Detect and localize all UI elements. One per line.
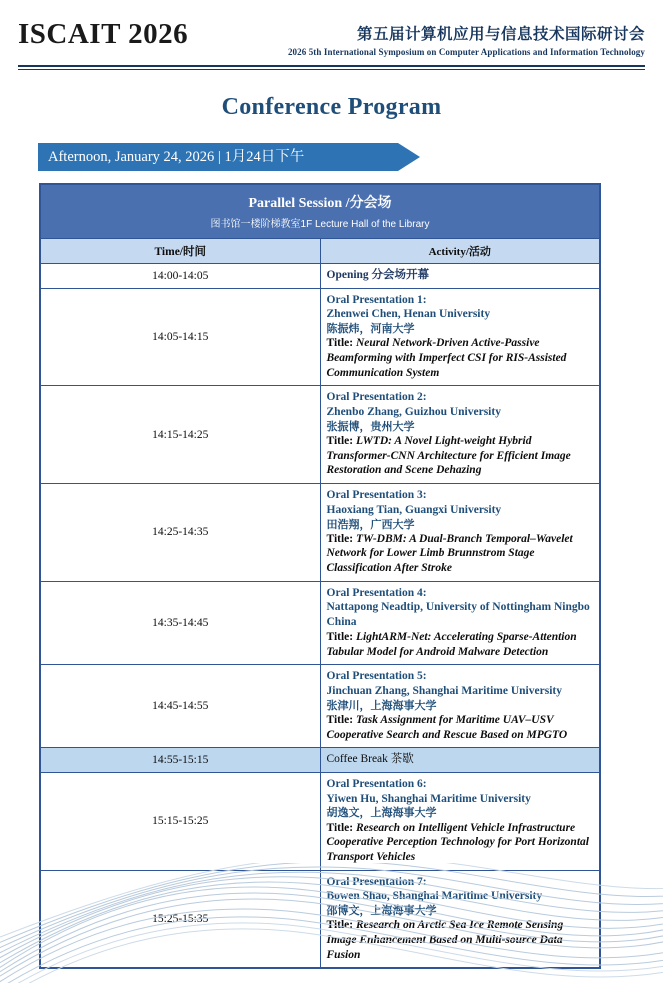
presentation-label: Oral Presentation 3: bbox=[326, 489, 427, 502]
presentation-title: TW-DBM: A Dual-Branch Temporal–Wavelet Network for Lower Limb Brunnstrom Stage Classification After Stroke bbox=[326, 532, 573, 575]
table-row bbox=[41, 386, 600, 484]
presentation-author: Haoxiang Tian, Guangxi University bbox=[326, 503, 502, 516]
presentation-title: Research on Arctic Sea Ice Remote Sensing Image Enhancement Based on Multi-source Data Fusion bbox=[326, 919, 564, 961]
presentation-title-label: Title: bbox=[326, 919, 356, 932]
presentation-title: Task Assignment for Maritime UAV–USV Cooperative Search and Rescue Based on MPGTO bbox=[326, 713, 568, 741]
presentation-author: Zhenwei Chen, Henan University bbox=[326, 308, 491, 321]
program-table-wrapper bbox=[39, 183, 601, 969]
presentation-title-line bbox=[327, 821, 594, 865]
table-row bbox=[41, 870, 600, 968]
column-header-activity: Activity/活动 bbox=[320, 239, 600, 264]
presentation-author: Bowen Shao, Shanghai Maritime University bbox=[326, 890, 543, 903]
table-row bbox=[41, 665, 600, 748]
row-time: 14:15-14:25 bbox=[41, 386, 321, 484]
row-time: 14:25-14:35 bbox=[41, 484, 321, 582]
conference-title-cn: 第五届计算机应用与信息技术国际研讨会 bbox=[356, 26, 645, 43]
page-header bbox=[0, 0, 663, 57]
logo-title: ISCAIT 2026 bbox=[18, 18, 189, 50]
presentation-title: LightARM-Net: Accelerating Sparse-Attention Tabular Model for Android Malware Detection bbox=[326, 630, 577, 658]
row-activity bbox=[320, 870, 600, 968]
ribbon-label: Afternoon, January 24, 2026 | 1月24日下午 bbox=[48, 149, 305, 165]
presentation-title-label: Title: bbox=[326, 713, 356, 726]
presentation-title-line bbox=[327, 630, 594, 659]
presentation-title-line bbox=[327, 918, 594, 962]
presentation-author-cn: 陈振炜，河南大学 bbox=[326, 323, 415, 336]
presentation-title-label: Title: bbox=[326, 630, 356, 643]
row-activity bbox=[320, 773, 600, 871]
session-title: Parallel Session /分会场 bbox=[248, 196, 392, 211]
presentation-author-cn: 张振博，贵州大学 bbox=[326, 420, 415, 433]
presentation-label: Oral Presentation 5: bbox=[326, 670, 427, 683]
conference-logo bbox=[18, 18, 188, 51]
presentation-title-line bbox=[327, 532, 594, 576]
row-activity: Coffee Break 茶歇 bbox=[320, 748, 600, 773]
presentation-label: Oral Presentation 1: bbox=[326, 293, 427, 306]
presentation-title-label: Title: bbox=[326, 337, 356, 350]
presentation-label: Oral Presentation 2: bbox=[326, 391, 427, 404]
page-title: Conference Program bbox=[221, 94, 442, 120]
row-time: 14:00-14:05 bbox=[41, 264, 321, 289]
presentation-title-line bbox=[327, 336, 594, 380]
presentation-label: Oral Presentation 6: bbox=[326, 778, 427, 790]
header-divider bbox=[18, 65, 645, 67]
conference-title-en: 2026 5th International Symposium on Computer Applications and Information Technology bbox=[287, 47, 645, 57]
row-time: 14:35-14:45 bbox=[41, 581, 321, 665]
presentation-author-cn: 张津川，上海海事大学 bbox=[326, 699, 437, 712]
presentation-title: Research on Intelligent Vehicle Infrastructure Cooperative Perception Technology for Port Horizontal Transport Vehicles bbox=[326, 821, 589, 863]
row-activity bbox=[320, 665, 600, 748]
table-row bbox=[41, 581, 600, 665]
row-time: 15:15-15:25 bbox=[41, 773, 321, 871]
presentation-title-label: Title: bbox=[326, 434, 356, 447]
presentation-title-label: Title: bbox=[326, 532, 356, 545]
presentation-title: LWTD: A Novel Light-weight Hybrid Transformer-CNN Architecture for Efficient Image Restoration and Scene Dehazing bbox=[326, 434, 571, 477]
presentation-author: Jinchuan Zhang, Shanghai Maritime University bbox=[326, 685, 562, 698]
row-activity bbox=[320, 581, 600, 665]
row-time: 14:45-14:55 bbox=[41, 665, 321, 748]
table-row bbox=[41, 773, 600, 871]
presentation-title-line bbox=[327, 434, 594, 478]
presentation-title-line bbox=[327, 713, 594, 742]
session-header-row bbox=[41, 185, 600, 239]
header-divider-thin bbox=[18, 69, 645, 70]
presentation-title-label: Title: bbox=[326, 821, 356, 834]
session-ribbon bbox=[38, 143, 438, 171]
presentation-title: Neural Network-Driven Active-Passive Beamforming with Imperfect CSI for RIS-Assisted Communication System bbox=[326, 337, 567, 379]
session-header-cell bbox=[41, 185, 600, 239]
row-time: 14:05-14:15 bbox=[41, 288, 321, 386]
row-activity bbox=[320, 484, 600, 582]
table-row bbox=[41, 264, 600, 289]
table-row bbox=[41, 288, 600, 386]
presentation-author: Yiwen Hu, Shanghai Maritime University bbox=[326, 792, 531, 805]
header-titles bbox=[288, 18, 645, 57]
session-venue: 图书馆一楼阶梯教室1F Lecture Hall of the Library bbox=[210, 219, 430, 230]
ribbon-arrow bbox=[398, 143, 420, 171]
row-activity bbox=[320, 386, 600, 484]
presentation-author-cn: 胡逸文，上海海事大学 bbox=[326, 807, 437, 820]
row-time: 14:55-15:15 bbox=[41, 748, 321, 773]
table-row bbox=[41, 484, 600, 582]
row-activity: Opening 分会场开幕 bbox=[320, 264, 600, 289]
row-activity bbox=[320, 288, 600, 386]
column-header-row bbox=[41, 239, 600, 264]
presentation-author-cn: 田浩翔，广西大学 bbox=[326, 518, 415, 531]
presentation-label: Oral Presentation 7: bbox=[326, 875, 427, 888]
row-time: 15:25-15:35 bbox=[41, 870, 321, 968]
program-table bbox=[40, 184, 600, 968]
presentation-label: Oral Presentation 4: bbox=[326, 586, 427, 599]
column-header-time: Time/时间 bbox=[41, 239, 321, 264]
table-row bbox=[41, 748, 600, 773]
presentation-author: Zhenbo Zhang, Guizhou University bbox=[326, 406, 501, 419]
presentation-author-cn: 邵博文，上海海事大学 bbox=[326, 905, 437, 918]
presentation-author: Nattapong Neadtip, University of Nottingham Ningbo China bbox=[326, 601, 590, 629]
